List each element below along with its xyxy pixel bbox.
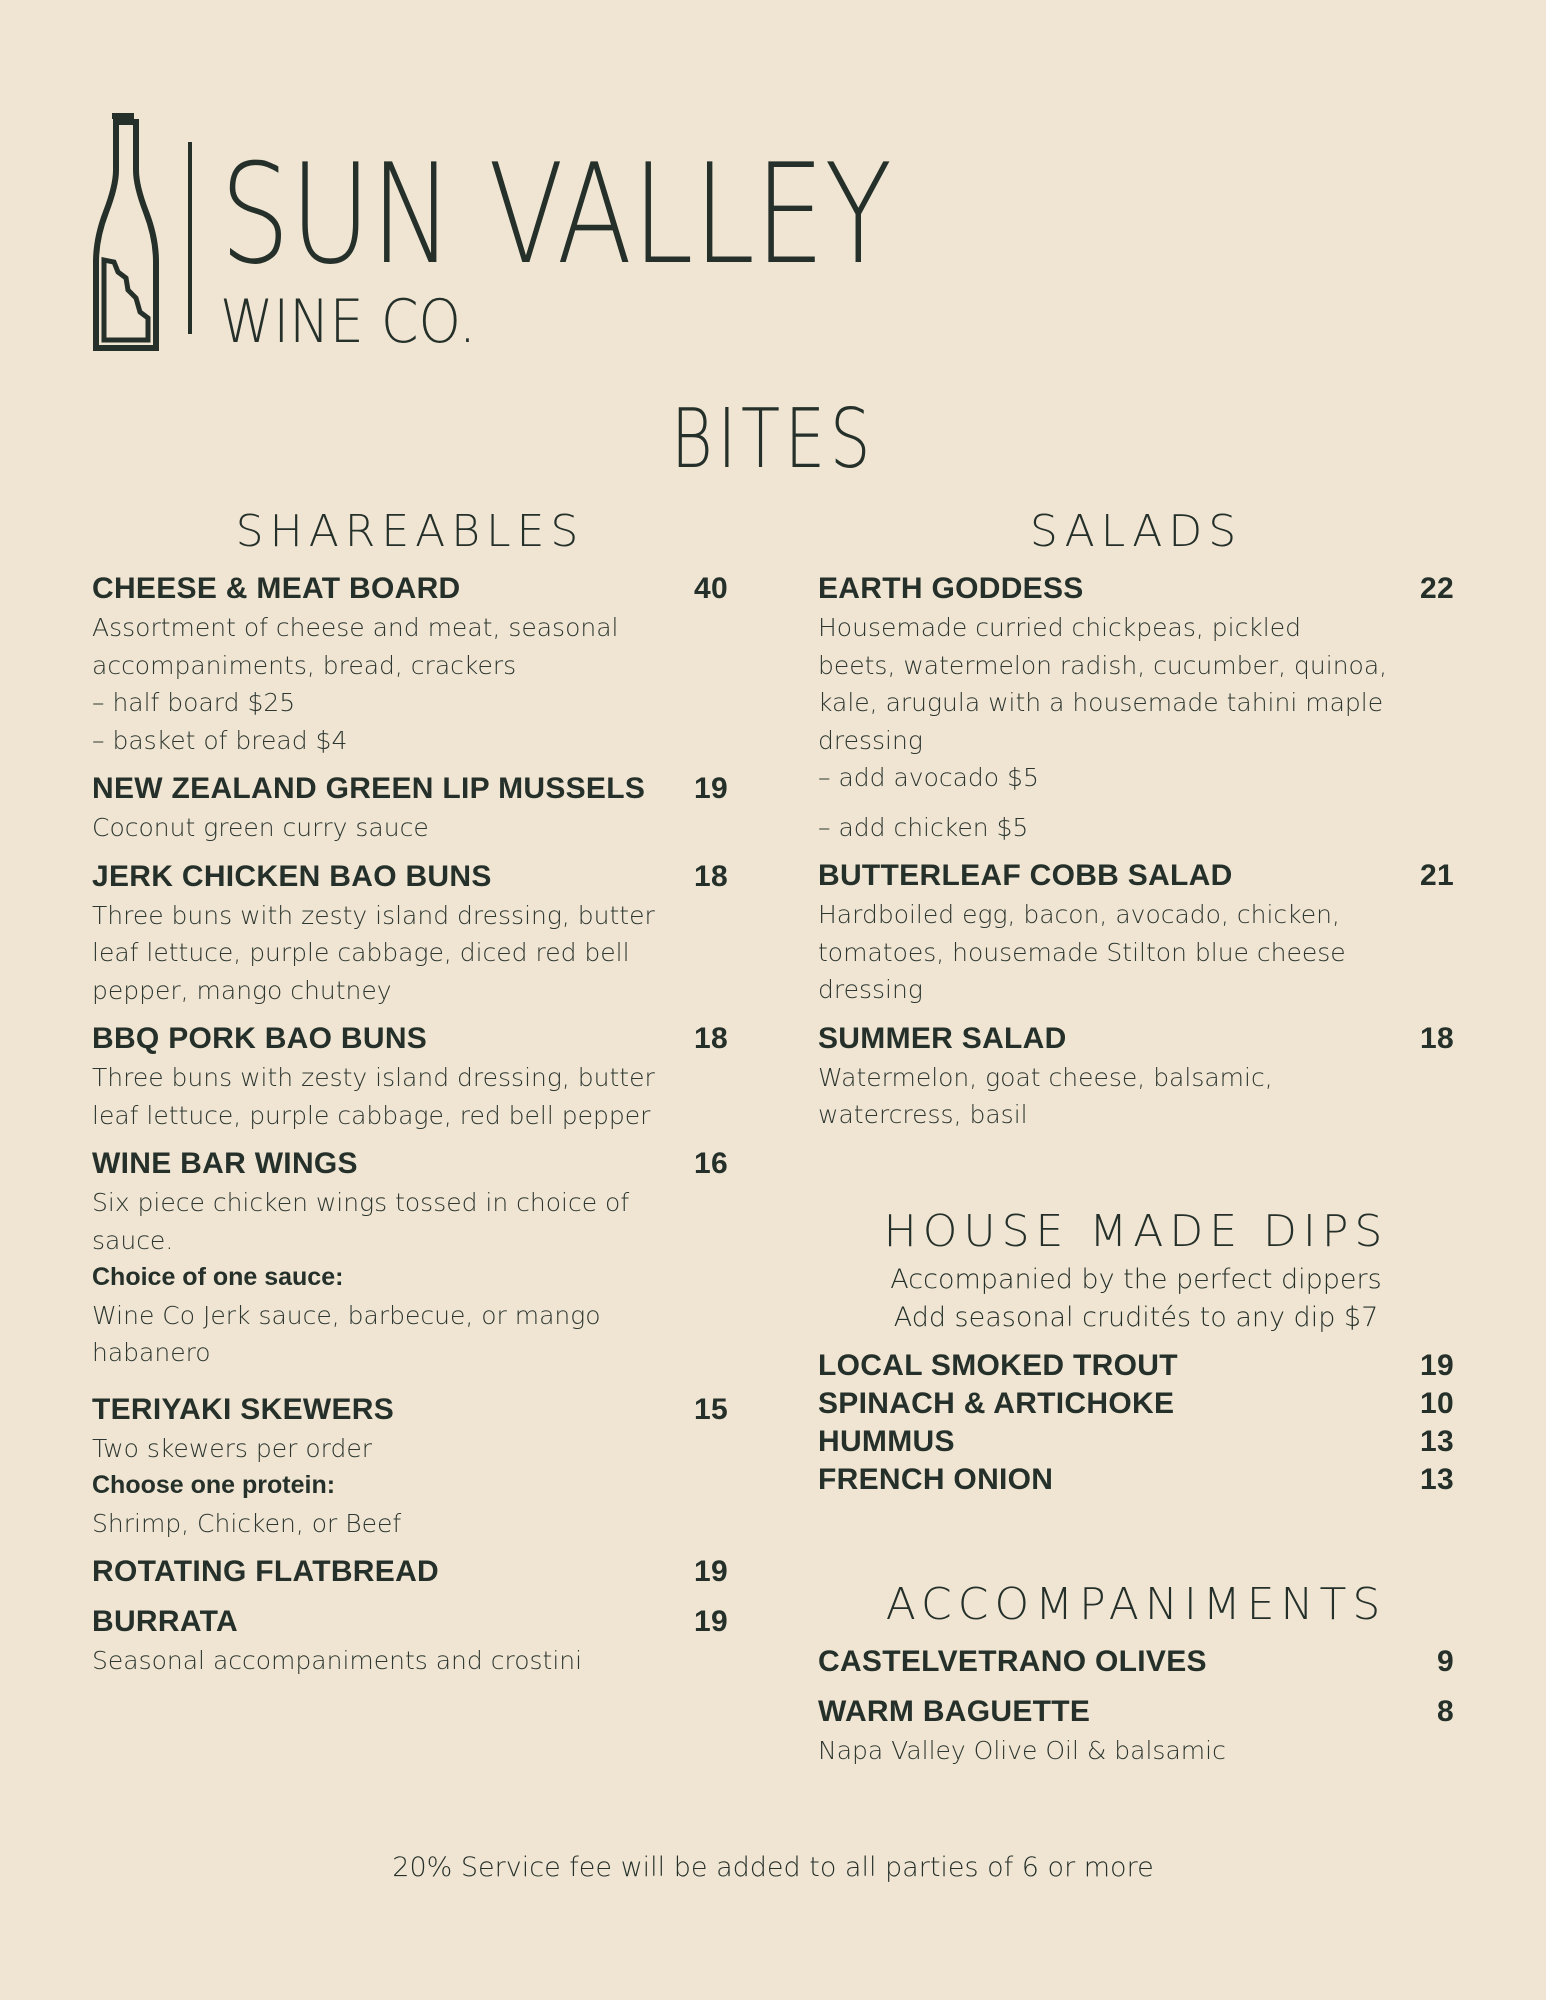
menu-item	[92, 569, 728, 759]
item-price: 22	[1420, 572, 1454, 605]
item-desc: tomatoes, housemade Stilton blue cheese	[818, 937, 1346, 967]
item-price: 18	[694, 859, 728, 893]
service-fee-note: 20% Service fee will be added to all parties of 6 or more	[392, 1852, 1154, 1883]
item-price: 21	[1420, 859, 1454, 892]
item-name: NEW ZEALAND GREEN LIP MUSSELS	[92, 772, 646, 805]
item-name: BBQ PORK BAO BUNS	[92, 1022, 428, 1055]
list-item	[818, 1347, 1454, 1385]
item-desc: sauce.	[92, 1225, 174, 1255]
item-desc: dressing	[818, 975, 923, 1004]
dips-subtitle: Accompanied by the perfect dippers	[890, 1263, 1382, 1295]
accompaniments-section	[818, 1579, 1454, 1770]
item-desc: watercress, basil	[818, 1100, 1028, 1129]
item-option: – half board $25	[92, 688, 296, 717]
menu-item	[92, 1390, 728, 1543]
item-desc: kale, arugula with a housemade tahini maple	[818, 688, 1384, 717]
item-desc: Two skewers per order	[92, 1433, 373, 1463]
item-price: 15	[694, 1392, 728, 1426]
menu-item	[92, 769, 728, 847]
item-name: TERIYAKI SKEWERS	[92, 1392, 395, 1426]
item-price: 9	[1437, 1644, 1454, 1678]
menu-item	[92, 1602, 728, 1680]
list-item	[818, 1423, 1454, 1461]
logo-graphic	[92, 112, 932, 362]
item-price: 8	[1437, 1694, 1454, 1728]
item-price: 19	[694, 772, 728, 805]
item-name: SPINACH & ARTICHOKE	[818, 1386, 1175, 1420]
salads-title: SALADS	[1029, 506, 1243, 557]
item-price: 16	[694, 1147, 728, 1180]
menu-item	[818, 1692, 1454, 1770]
item-desc: Six piece chicken wings tossed in choice of	[92, 1188, 630, 1217]
item-desc: accompaniments, bread, crackers	[92, 650, 517, 680]
item-price: 10	[1420, 1386, 1454, 1420]
item-name: ROTATING FLATBREAD	[92, 1555, 440, 1588]
item-name: JERK CHICKEN BAO BUNS	[92, 859, 492, 893]
item-name: HUMMUS	[818, 1424, 955, 1458]
item-desc: leaf lettuce, purple cabbage, red bell pepper	[92, 1100, 651, 1130]
item-desc: dressing	[818, 725, 923, 755]
item-price: 13	[1420, 1424, 1454, 1458]
menu-item	[818, 1642, 1454, 1682]
brand-name: SUN VALLEY	[220, 134, 892, 295]
page-title: BITES	[670, 392, 876, 487]
list-item	[818, 1385, 1454, 1423]
item-desc: beets, watermelon radish, cucumber, quinoa,	[818, 650, 1388, 680]
item-desc: Three buns with zesty island dressing, butter	[92, 900, 655, 930]
wine-bottle-icon	[96, 116, 156, 348]
menu-item	[818, 1019, 1454, 1134]
item-desc: Napa Valley Olive Oil & balsamic	[818, 1735, 1226, 1765]
item-desc: pepper, mango chutney	[92, 975, 392, 1005]
brand-tagline: WINE CO.	[220, 287, 476, 357]
item-desc: Watermelon, goat cheese, balsamic,	[818, 1062, 1273, 1092]
item-name: BUTTERLEAF COBB SALAD	[818, 859, 1233, 892]
logo	[92, 112, 932, 362]
choice-desc: Shrimp, Chicken, or Beef	[92, 1508, 402, 1538]
choice-desc: habanero	[92, 1338, 211, 1367]
item-desc: leaf lettuce, purple cabbage, diced red bell	[92, 938, 630, 967]
choice-desc: Wine Co Jerk sauce, barbecue, or mango	[92, 1300, 601, 1330]
menu-item	[92, 857, 728, 1010]
item-price: 18	[1420, 1021, 1454, 1055]
list-item	[818, 1461, 1454, 1499]
item-desc: Housemade curried chickpeas, pickled	[818, 613, 1301, 642]
item-price: 19	[694, 1605, 728, 1638]
item-price: 13	[1420, 1462, 1454, 1496]
item-desc: Assortment of cheese and meat, seasonal	[92, 613, 619, 642]
item-desc: Coconut green curry sauce	[92, 813, 429, 842]
item-name: EARTH GODDESS	[818, 572, 1084, 605]
item-name: FRENCH ONION	[818, 1462, 1054, 1496]
item-price: 19	[1420, 1348, 1454, 1382]
item-price: 18	[694, 1022, 728, 1055]
item-desc: Hardboiled egg, bacon, avocado, chicken,	[818, 900, 1340, 929]
item-desc: Three buns with zesty island dressing, butter	[92, 1063, 655, 1092]
item-name: CASTELVETRANO OLIVES	[818, 1644, 1207, 1678]
item-option: – add avocado $5	[818, 763, 1039, 792]
dips-list	[818, 1347, 1454, 1499]
right-column	[818, 506, 1454, 1779]
dips-title: HOUSE MADE DIPS	[883, 1205, 1389, 1257]
shareables-title: SHAREABLES	[235, 506, 585, 557]
menu-item	[818, 856, 1454, 1009]
item-name: LOCAL SMOKED TROUT	[818, 1348, 1178, 1382]
dips-section	[818, 1206, 1454, 1499]
item-option: – add chicken $5	[818, 812, 1029, 842]
menu-item	[92, 1552, 728, 1592]
item-price: 40	[694, 572, 728, 605]
menu-item	[818, 569, 1454, 846]
accompaniments-title: ACCOMPANIMENTS	[885, 1578, 1387, 1630]
item-price: 19	[694, 1555, 728, 1588]
item-name: WINE BAR WINGS	[92, 1147, 358, 1180]
item-desc: Seasonal accompaniments and crostini	[92, 1646, 583, 1675]
salads-section	[818, 506, 1454, 1134]
item-name: CHEESE & MEAT BOARD	[92, 572, 461, 605]
choice-label: Choice of one sauce:	[92, 1263, 344, 1291]
menu-item	[92, 1144, 728, 1372]
choice-label: Choose one protein:	[92, 1471, 336, 1499]
item-name: WARM BAGUETTE	[818, 1694, 1091, 1728]
item-name: SUMMER SALAD	[818, 1021, 1067, 1055]
menu-item	[92, 1019, 728, 1134]
item-option: – basket of bread $4	[92, 725, 348, 755]
item-name: BURRATA	[92, 1605, 238, 1638]
shareables-section	[92, 506, 728, 1690]
dips-note: Add seasonal crudités to any dip $7	[893, 1301, 1379, 1333]
